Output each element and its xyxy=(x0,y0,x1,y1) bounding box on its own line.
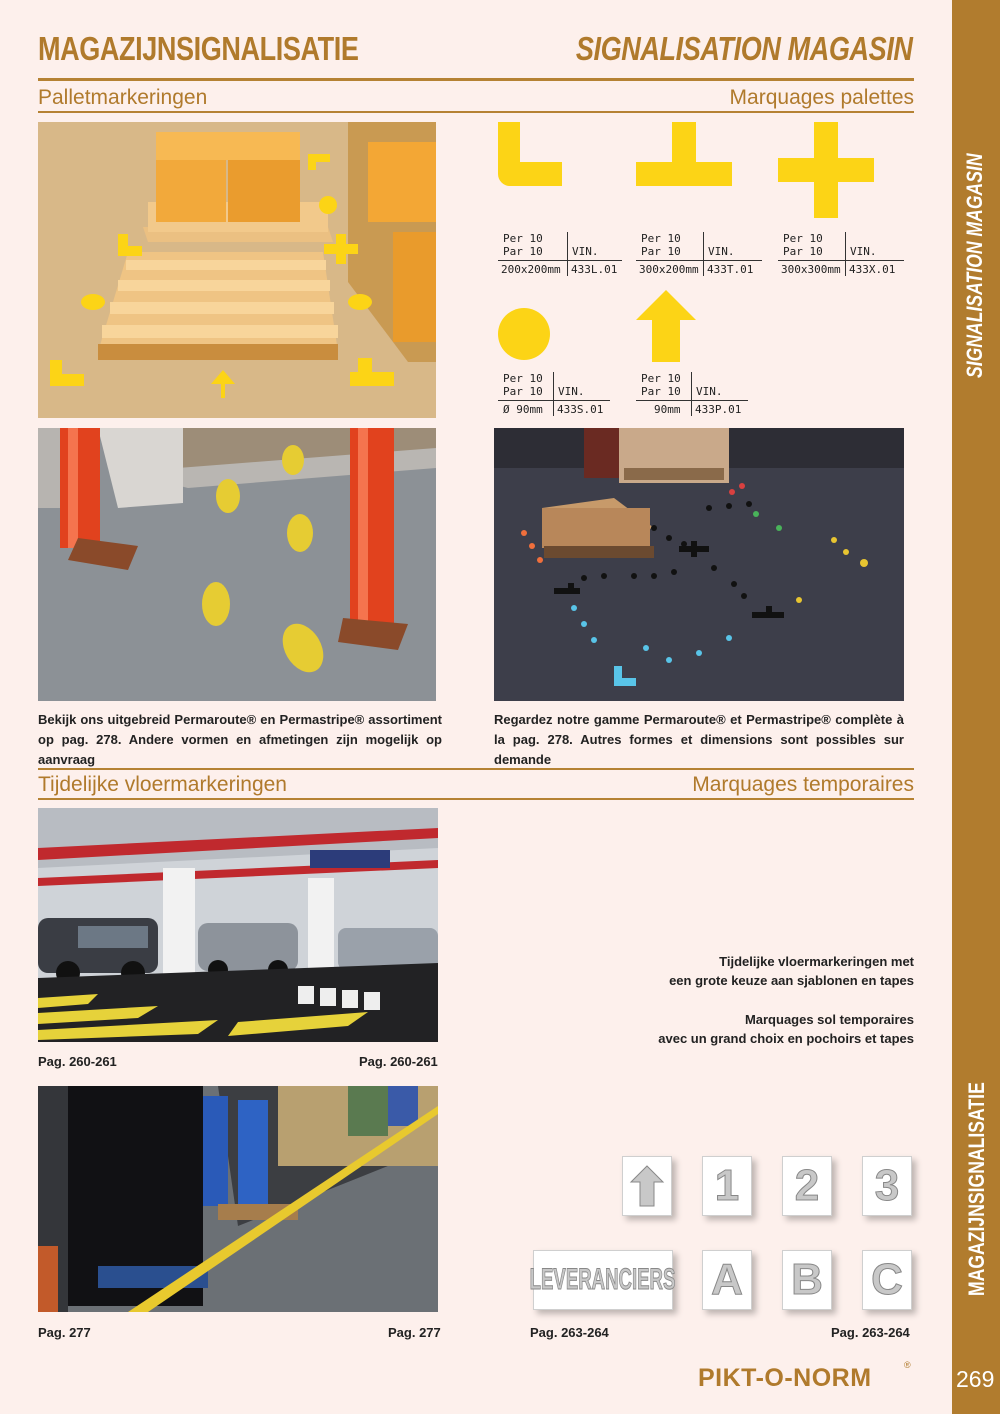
temp-marking-desc-fr-2: avec un grand choix en pochoirs et tapes xyxy=(658,1031,914,1046)
section2-bottom-rule xyxy=(38,798,914,800)
section-subtitle-nl: Palletmarkeringen xyxy=(38,86,208,109)
tee-icon xyxy=(636,122,732,186)
sidebar-label-top: SIGNALISATION MAGASIN xyxy=(962,153,987,378)
symbol-table-x: Per 10 Par 10 VIN. 300x300mm 433X.01 xyxy=(778,232,904,276)
circle-icon xyxy=(498,308,550,360)
footprints-floor-photo xyxy=(38,428,436,701)
stencil-number-1: 1 xyxy=(702,1156,752,1216)
section2-top-rule xyxy=(38,768,914,770)
page-title-nl: MAGAZIJNSIGNALISATIE xyxy=(38,30,359,67)
temp-marking-desc-nl-2: een grote keuze aan sjablonen en tapes xyxy=(669,973,914,988)
sidebar-label-bottom: MAGAZIJNSIGNALISATIE xyxy=(964,1082,989,1296)
caption-nl: Bekijk ons uitgebreid Permaroute® en Permastripe® assortiment op pag. 278. Andere vormen en afmetingen zijn mogelijk op aanvraag xyxy=(38,712,442,767)
pallet-marking-illustration xyxy=(38,122,436,418)
corner-l-icon xyxy=(498,122,562,186)
page-ref-3-left: Pag. 263-264 xyxy=(530,1325,609,1340)
page-ref-1-right: Pag. 260-261 xyxy=(359,1054,438,1069)
registered-mark-icon: ® xyxy=(904,1360,911,1370)
section-rule xyxy=(38,111,914,113)
stencil-word: LEVERANCIERS xyxy=(533,1250,673,1310)
symbol-table-s: Per 10 Par 10 VIN. Ø 90mm 433S.01 xyxy=(498,372,610,416)
symbol-table-t: Per 10 Par 10 VIN. 300x200mm 433T.01 xyxy=(636,232,762,276)
symbol-table-p: Per 10 Par 10 VIN. 90mm 433P.01 xyxy=(636,372,748,416)
brand-logo: PIKT-O-NORM xyxy=(698,1364,872,1392)
stencil-letter-a: A xyxy=(702,1250,752,1310)
stencil-number-3: 3 xyxy=(862,1156,912,1216)
caption-fr: Regardez notre gamme Permaroute® et Permastripe® complète à la pag. 278. Autres formes et dimensions sont possibles sur demande xyxy=(494,712,904,767)
page-number: 269 xyxy=(956,1366,995,1392)
parking-garage-photo xyxy=(38,808,438,1042)
stencil-number-2: 2 xyxy=(782,1156,832,1216)
cross-icon xyxy=(778,122,874,218)
page-title-fr: SIGNALISATION MAGASIN xyxy=(576,30,913,67)
stencil-letter-b: B xyxy=(782,1250,832,1310)
page-ref-2-right: Pag. 277 xyxy=(388,1325,441,1340)
section2-subtitle-fr: Marquages temporaires xyxy=(692,773,914,796)
stencil-arrow xyxy=(622,1156,672,1216)
page-ref-2-left: Pag. 277 xyxy=(38,1325,91,1340)
warehouse-marking-photo xyxy=(494,428,904,701)
section-subtitle-fr: Marquages palettes xyxy=(729,86,914,109)
page-ref-3-right: Pag. 263-264 xyxy=(831,1325,910,1340)
section2-subtitle-nl: Tijdelijke vloermarkeringen xyxy=(38,773,287,796)
temp-marking-desc-nl-1: Tijdelijke vloermarkeringen met xyxy=(719,954,914,969)
temp-marking-desc-fr-1: Marquages sol temporaires xyxy=(744,1012,914,1027)
arrow-up-icon xyxy=(636,290,696,362)
stencil-letter-c: C xyxy=(862,1250,912,1310)
header-rule xyxy=(38,78,914,81)
symbol-table-l: Per 10 Par 10 VIN. 200x200mm 433L.01 xyxy=(498,232,622,276)
page-ref-1-left: Pag. 260-261 xyxy=(38,1054,117,1069)
warehouse-tape-photo xyxy=(38,1086,438,1312)
